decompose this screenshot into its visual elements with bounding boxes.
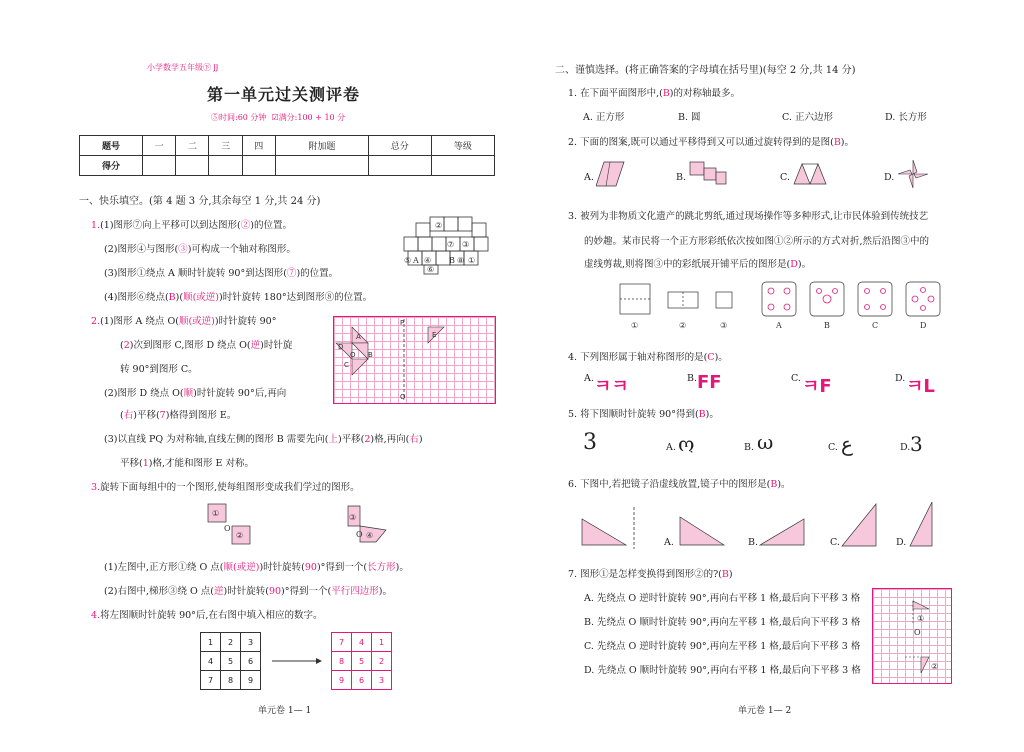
q6-source-figure — [580, 505, 640, 549]
fig-label: ③ — [720, 321, 728, 330]
fig-label: ② — [679, 321, 687, 330]
q2-option-b-figure — [688, 160, 728, 188]
q2-text: )。 — [840, 137, 855, 148]
answer: 90 — [268, 586, 282, 597]
q2-text: )时针旋转 90° — [214, 316, 277, 327]
option-c: C. — [780, 172, 790, 183]
q2-text: (1)图形 A 绕点 O( — [100, 316, 179, 327]
q2-text: )平移( — [133, 410, 160, 421]
fig-label: A — [413, 256, 419, 265]
fig-label: E — [432, 331, 437, 339]
q1-text: 1. 在下面平面图形中,( — [568, 88, 663, 99]
fig-label: ② — [931, 662, 939, 671]
q3-text: (1)左图中,正方形①绕 O 点( — [104, 562, 224, 573]
fig-label: O — [350, 351, 356, 359]
q3-text: 的妙趣。某市民将一个正方形彩纸依次按如图①②所示的方式对折,然后沿图③中的 — [584, 236, 930, 247]
score-input[interactable] — [431, 156, 494, 176]
option-a: A. — [584, 373, 594, 384]
q2-grid-figure — [333, 316, 496, 404]
answer: 顺(或逆) — [223, 562, 260, 573]
q1-text: )时针旋转 180°达到图形⑧的位置。 — [219, 292, 373, 303]
q7-grid-figure — [872, 588, 952, 684]
option-d: D. — [900, 442, 911, 453]
answer: ③ — [178, 244, 188, 255]
q4-text: 4. 下列图形属于轴对称图形的是( — [568, 352, 708, 363]
table-cell: 等级 — [431, 136, 494, 156]
grid-cell: 8 — [332, 652, 352, 671]
option-d: D. — [895, 373, 906, 384]
time-label: ⑤时间:60 分钟 — [211, 113, 267, 122]
answer: 右 — [123, 410, 134, 421]
grid-cell: 4 — [352, 633, 372, 652]
q4-text: )。 — [714, 352, 728, 363]
score-table — [79, 135, 495, 176]
q3-number: 3. — [91, 482, 101, 493]
answer: ② — [240, 220, 251, 231]
fig-label: D — [920, 321, 927, 330]
fig-label: ② — [435, 221, 443, 230]
q6-text: 6. 下图中,若把镜子沿虚线放置,镜子中的图形是( — [568, 479, 771, 490]
answer: 长方形 — [367, 562, 396, 573]
grid-cell: 6 — [352, 671, 372, 690]
fig-label: ③ — [462, 240, 470, 249]
grid-cell: 7 — [332, 633, 352, 652]
option-a: A. — [664, 537, 674, 548]
arrow-right-icon — [272, 656, 322, 666]
fig-label: C — [344, 361, 349, 369]
q2-text: )时针旋 — [260, 340, 293, 351]
option-b: B. — [676, 172, 687, 183]
fig-label: ⑦ — [447, 240, 455, 249]
table-row — [80, 156, 495, 176]
option-b: B. — [744, 442, 755, 453]
option-b: B. — [687, 373, 698, 384]
option-a: A. — [666, 442, 676, 453]
q2-text: ) — [418, 434, 423, 445]
option-c: C. — [830, 537, 840, 548]
q5-option-c-glyph: ع — [841, 432, 853, 456]
q2-option-a-figure — [596, 160, 626, 188]
grid-cell: 8 — [221, 671, 241, 690]
fig-label: O — [914, 628, 921, 637]
fig-label: ④ — [366, 531, 374, 540]
fig-label: A — [356, 333, 361, 341]
answer: 顺 — [183, 388, 194, 399]
q2-number: 2. — [91, 316, 101, 327]
grid-cell: 5 — [221, 652, 241, 671]
fig-label: ① — [468, 256, 476, 265]
option-c: C. 先绕点 O 逆时针旋转 90°,再向左平移 1 格,最后向下平移 3 格 — [584, 641, 861, 652]
answer: B — [770, 479, 778, 490]
q6-text: )。 — [777, 479, 791, 490]
q3-text: )。 — [378, 586, 392, 597]
answer: 顺(或逆) — [183, 292, 219, 303]
q2-text: ( — [120, 340, 124, 351]
score-input[interactable] — [242, 156, 275, 176]
section-1-title: 一、快乐填空。(第 4 题 3 分,其余每空 1 分,共 24 分) — [79, 196, 321, 207]
fig-label: A — [776, 321, 782, 330]
q5-option-b-glyph: ω — [757, 430, 774, 454]
table-cell: 一 — [143, 136, 176, 156]
q1-shapes-figure — [400, 213, 495, 275]
q2-text: ( — [120, 410, 124, 421]
option-a: A. 先绕点 O 逆时针旋转 90°,再向右平移 1 格,最后向下平移 3 格 — [584, 593, 861, 604]
answer: B — [721, 569, 729, 580]
fig-label: ⑧ — [457, 256, 465, 265]
q2-text: (3)以直线 PQ 为对称轴,直线左侧的图形 B 需要先向( — [104, 434, 329, 445]
option-c: C. — [828, 442, 838, 453]
fig-label: O — [224, 524, 231, 533]
option-d: D. 长方形 — [885, 112, 927, 123]
q1-text: (4)图形⑥绕点( — [104, 292, 169, 303]
q2-text: )格,才能和图形 E 对称。 — [148, 458, 254, 469]
answer: 逆 — [250, 340, 261, 351]
q6-option-a-figure — [676, 515, 726, 547]
q2-text: )格得到图形 E。 — [165, 410, 237, 421]
fig-label: ① — [631, 321, 639, 330]
answer: 1 — [142, 458, 149, 469]
grid-cell: 1 — [372, 633, 392, 652]
q2-text: 平移( — [120, 458, 143, 469]
q4-option-a-glyph: ㅋㅋ — [594, 376, 629, 397]
score-input[interactable] — [368, 156, 431, 176]
fig-label: B — [824, 321, 830, 330]
q5-option-a-glyph: ო — [678, 432, 695, 456]
q3-text: 虚线剪裁,则将图③中的彩纸展开铺平后的图形是( — [584, 259, 791, 270]
q1-text: )( — [175, 292, 184, 303]
q3-text: )。 — [797, 259, 812, 270]
q2-text: )格,再向( — [370, 434, 410, 445]
fig-label: ⑥ — [427, 265, 435, 274]
fig-label: ① — [212, 509, 220, 518]
q2-text: )平移( — [337, 434, 365, 445]
q4-text: 将左图顺时针旋转 90°后,在右图中填入相应的数字。 — [100, 610, 323, 621]
answer: D — [790, 259, 798, 270]
answer: B — [698, 409, 706, 420]
q2-text: 2. 下面的图案,既可以通过平移得到又可以通过旋转得到的是图( — [568, 137, 834, 148]
score-input[interactable] — [143, 156, 176, 176]
q1-text: )的对称轴最多。 — [669, 88, 741, 99]
answer: B — [168, 292, 176, 303]
q1-text: )的位置。 — [250, 220, 292, 231]
q1-number: 1. — [91, 220, 101, 231]
option-d: D. — [896, 537, 907, 548]
table-cell: 四 — [242, 136, 275, 156]
fig-label: B — [368, 351, 373, 359]
q3-text: (2)右图中,梯形③绕 O 点( — [104, 586, 215, 597]
grid-cell: 6 — [241, 652, 261, 671]
grid-cell: 5 — [352, 652, 372, 671]
answer: 2 — [123, 340, 130, 351]
option-b: B. 圆 — [678, 112, 701, 123]
grid-cell: 2 — [372, 652, 392, 671]
q2-option-d-figure — [896, 158, 930, 190]
page-title: 第一单元过关测评卷 — [207, 85, 361, 104]
q2-text: (2)图形 D 绕点 O( — [104, 388, 184, 399]
q2-option-c-figure — [792, 160, 832, 188]
fig-label: P — [400, 319, 405, 327]
table-cell: 附加题 — [275, 136, 368, 156]
q5-source-glyph: 3 — [583, 430, 597, 455]
score-input[interactable] — [176, 156, 209, 176]
q2-text: )时针旋转 90°后,再向 — [193, 388, 287, 399]
fig-label: ③ — [349, 513, 357, 522]
table-cell: 总分 — [368, 136, 431, 156]
section-2-title: 二、谨慎选择。(将正确答案的字母填在括号里)(每空 2 分,共 14 分) — [555, 65, 856, 76]
table-cell: 得分 — [80, 156, 143, 176]
grid-cell: 3 — [372, 671, 392, 690]
q5-option-d-glyph: 3 — [910, 432, 923, 456]
grid-cell: 9 — [241, 671, 261, 690]
answer: 2 — [364, 434, 371, 445]
q3-text: )°得到一个( — [316, 562, 368, 573]
q4-right-grid — [331, 632, 392, 690]
table-cell: 题号 — [80, 136, 143, 156]
answer: 逆 — [214, 586, 224, 597]
q7-text: ) — [728, 569, 733, 580]
q4-option-d-glyph: ㅋL — [906, 376, 935, 397]
q1-text: (3)图形①绕点 A 顺时针旋转 90°到达图形( — [104, 268, 287, 279]
page-header: 小学数学五年级㊦ JJ — [147, 63, 219, 72]
answer: B — [833, 137, 841, 148]
q3-right-figure — [340, 500, 400, 548]
score-input[interactable] — [275, 156, 368, 176]
table-cell: 二 — [176, 136, 209, 156]
q2-text: )次到图形 C,图形 D 绕点 O( — [129, 340, 251, 351]
q7-text: 7. 图形①是怎样变换得到图形②的?( — [568, 569, 722, 580]
grid-cell: 3 — [241, 633, 261, 652]
q3-text: 3. 被列为非物质文化遗产的跳北剪纸,通过现场操作等多种形式,让市民体验到传统技艺 — [568, 211, 929, 222]
table-cell: 三 — [209, 136, 242, 156]
option-b: B. — [748, 537, 759, 548]
option-d: D. 先绕点 O 顺时针旋转 90°,再向右平移 1 格,最后向下平移 3 格 — [584, 665, 861, 676]
q3-text: )时针旋转( — [223, 586, 269, 597]
fig-label: C — [872, 321, 879, 330]
q3-text: )°得到一个( — [281, 586, 332, 597]
q5-text: )。 — [705, 409, 719, 420]
q3-text: )。 — [395, 562, 409, 573]
q3-text: )时针旋转( — [259, 562, 305, 573]
grid-cell: 7 — [201, 671, 221, 690]
grid-cell: 1 — [201, 633, 221, 652]
answer: 右 — [409, 434, 419, 445]
fig-label: O — [356, 530, 363, 539]
fig-label: D — [338, 343, 344, 351]
right-page — [512, 0, 1024, 752]
table-row — [80, 136, 495, 156]
option-b: B. 先绕点 O 顺时针旋转 90°,再向左平移 1 格,最后向下平移 3 格 — [584, 617, 861, 628]
q1-text: )可构成一个轴对称图形。 — [187, 244, 296, 255]
q5-text: 5. 将下图顺时针旋转 90°得到( — [568, 409, 699, 420]
option-a: A. — [584, 172, 594, 183]
answer: B — [662, 88, 670, 99]
q3-text: 旋转下面每组中的一个图形,使每组图形变成我们学过的图形。 — [100, 482, 360, 493]
option-c: C. — [791, 373, 801, 384]
fig-label: Q — [400, 393, 406, 401]
q1-text: (1)图形⑦向上平移可以到达图形( — [100, 220, 241, 231]
q1-text: )的位置。 — [296, 268, 339, 279]
fig-label: ② — [236, 531, 244, 540]
q4-left-grid — [200, 632, 261, 690]
fig-label: ④ — [424, 256, 432, 265]
answer: 顺(或逆) — [178, 316, 215, 327]
answer: 上 — [328, 434, 338, 445]
q2-text: 转 90°到图形 C。 — [120, 364, 198, 375]
fig-label: B — [449, 256, 455, 265]
grid-cell: 9 — [332, 671, 352, 690]
score-label: ☑满分:100 + 10 分 — [271, 113, 346, 122]
answer: 7 — [159, 410, 166, 421]
q4-option-c-glyph: ㅋF — [802, 376, 832, 397]
answer: 90 — [304, 562, 317, 573]
page-footer: 单元卷 1— 2 — [738, 706, 792, 716]
grid-cell: 2 — [221, 633, 241, 652]
answer: C — [707, 352, 715, 363]
option-d: D. — [884, 172, 895, 183]
score-input[interactable] — [209, 156, 242, 176]
option-c: C. 正六边形 — [782, 112, 833, 123]
q1-text: (2)图形④与图形( — [104, 244, 179, 255]
answer: ⑦ — [286, 268, 297, 279]
option-a: A. 正方形 — [583, 112, 625, 123]
q6-option-d-figure — [906, 500, 936, 548]
q3-paper-cut-figures — [610, 280, 944, 332]
fig-label: ⑤ — [404, 256, 412, 265]
page-footer: 单元卷 1— 1 — [258, 706, 312, 716]
grid-cell: 4 — [201, 652, 221, 671]
q4-number: 4. — [91, 610, 101, 621]
answer: 平行四边形 — [331, 586, 379, 597]
q6-option-c-figure — [840, 500, 880, 548]
fig-label: ① — [917, 614, 925, 623]
q6-option-b-figure — [758, 515, 808, 547]
q4-option-b-glyph: FF — [697, 372, 722, 393]
q3-left-figure — [200, 500, 260, 548]
